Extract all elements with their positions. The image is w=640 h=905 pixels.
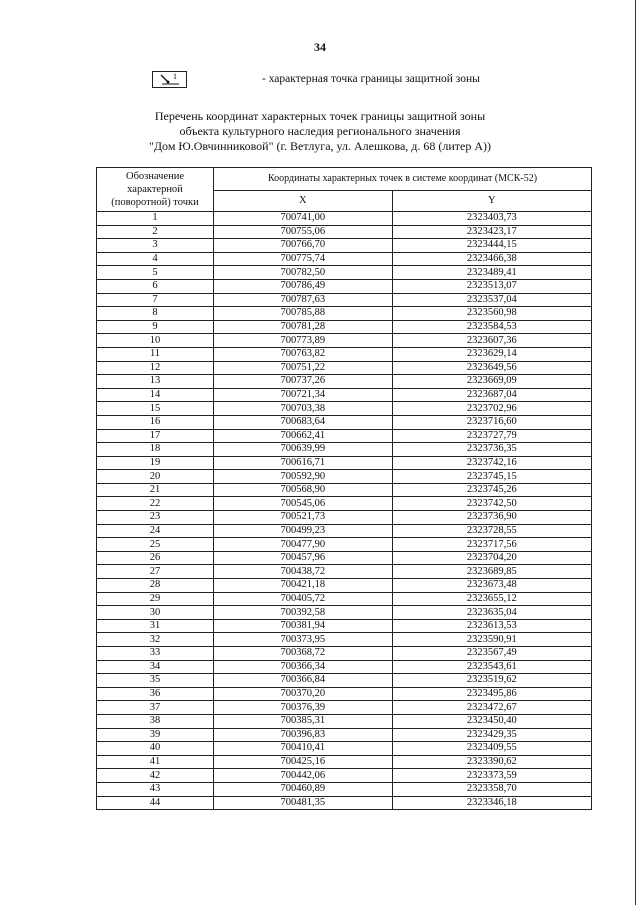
page-number: 34 (314, 40, 326, 54)
point-number-cell: 11 (97, 347, 214, 361)
table-row (97, 592, 592, 606)
y-coordinate-cell: 2323429,35 (392, 728, 591, 742)
table-row (97, 524, 592, 538)
point-number-cell: 21 (97, 483, 214, 497)
point-number-cell: 13 (97, 375, 214, 389)
y-coordinate-cell: 2323543,61 (392, 660, 591, 674)
x-coordinate-cell: 700721,34 (214, 388, 393, 402)
y-coordinate-cell: 2323736,90 (392, 511, 591, 525)
y-coordinate-cell: 2323466,38 (392, 252, 591, 266)
header-designation: Обозначение характерной (поворотной) точки (97, 168, 214, 212)
x-coordinate-cell: 700521,73 (214, 511, 393, 525)
table-row (97, 225, 592, 239)
point-number-cell: 44 (97, 796, 214, 810)
table-row (97, 279, 592, 293)
table-row (97, 470, 592, 484)
point-number-cell: 30 (97, 606, 214, 620)
point-number-cell: 4 (97, 252, 214, 266)
y-coordinate-cell: 2323472,67 (392, 701, 591, 715)
x-coordinate-cell: 700499,23 (214, 524, 393, 538)
y-coordinate-cell: 2323649,56 (392, 361, 591, 375)
x-coordinate-cell: 700421,18 (214, 579, 393, 593)
x-coordinate-cell: 700775,74 (214, 252, 393, 266)
point-number-cell: 23 (97, 511, 214, 525)
y-coordinate-cell: 2323673,48 (392, 579, 591, 593)
table-row (97, 402, 592, 416)
point-number-cell: 22 (97, 497, 214, 511)
point-number-cell: 32 (97, 633, 214, 647)
table-row (97, 633, 592, 647)
x-coordinate-cell: 700366,84 (214, 674, 393, 688)
x-coordinate-cell: 700381,94 (214, 619, 393, 633)
table-row (97, 565, 592, 579)
point-number-cell: 12 (97, 361, 214, 375)
x-coordinate-cell: 700751,22 (214, 361, 393, 375)
x-coordinate-cell: 700392,58 (214, 606, 393, 620)
table-row (97, 647, 592, 661)
x-coordinate-cell: 700592,90 (214, 470, 393, 484)
x-coordinate-cell: 700376,39 (214, 701, 393, 715)
coordinates-rows (97, 212, 592, 810)
x-coordinate-cell: 700460,89 (214, 782, 393, 796)
table-row (97, 606, 592, 620)
x-coordinate-cell: 700737,26 (214, 375, 393, 389)
x-coordinate-cell: 700755,06 (214, 225, 393, 239)
y-coordinate-cell: 2323590,91 (392, 633, 591, 647)
point-number-cell: 5 (97, 266, 214, 280)
table-row (97, 266, 592, 280)
y-coordinate-cell: 2323689,85 (392, 565, 591, 579)
x-coordinate-cell: 700785,88 (214, 307, 393, 321)
y-coordinate-cell: 2323358,70 (392, 782, 591, 796)
page-edge-line (635, 0, 636, 905)
header-coordinates-group: Координаты характерных точек в системе координат (МСК-52) (214, 168, 592, 191)
y-coordinate-cell: 2323728,55 (392, 524, 591, 538)
y-coordinate-cell: 2323704,20 (392, 551, 591, 565)
y-coordinate-cell: 2323560,98 (392, 307, 591, 321)
y-coordinate-cell: 2323390,62 (392, 755, 591, 769)
y-coordinate-cell: 2323537,04 (392, 293, 591, 307)
x-coordinate-cell: 700568,90 (214, 483, 393, 497)
y-coordinate-cell: 2323403,73 (392, 212, 591, 226)
table-row (97, 674, 592, 688)
point-number-cell: 36 (97, 687, 214, 701)
table-row (97, 361, 592, 375)
x-coordinate-cell: 700410,41 (214, 742, 393, 756)
y-coordinate-cell: 2323716,60 (392, 415, 591, 429)
table-row (97, 497, 592, 511)
x-coordinate-cell: 700639,99 (214, 443, 393, 457)
x-coordinate-cell: 700405,72 (214, 592, 393, 606)
table-row (97, 742, 592, 756)
y-coordinate-cell: 2323409,55 (392, 742, 591, 756)
point-marker-icon (158, 74, 182, 85)
point-number-cell: 43 (97, 782, 214, 796)
y-coordinate-cell: 2323687,04 (392, 388, 591, 402)
x-coordinate-cell: 700438,72 (214, 565, 393, 579)
point-number-cell: 16 (97, 415, 214, 429)
heading-line-1: Перечень координат характерных точек границы защитной зоны (154, 109, 486, 123)
x-coordinate-cell: 700477,90 (214, 538, 393, 552)
x-coordinate-cell: 700616,71 (214, 456, 393, 470)
table-row (97, 551, 592, 565)
x-coordinate-cell: 700425,16 (214, 755, 393, 769)
y-coordinate-cell: 2323702,96 (392, 402, 591, 416)
y-coordinate-cell: 2323717,56 (392, 538, 591, 552)
x-coordinate-cell: 700766,70 (214, 239, 393, 253)
x-coordinate-cell: 700385,31 (214, 714, 393, 728)
heading-line-3: "Дом Ю.Овчинниковой" (г. Ветлуга, ул. Алешкова, д. 68 (литер А)) (148, 139, 492, 153)
coordinates-table (96, 167, 592, 810)
table-row (97, 443, 592, 457)
table-row (97, 619, 592, 633)
table-row (97, 660, 592, 674)
table-row (97, 415, 592, 429)
y-coordinate-cell: 2323489,41 (392, 266, 591, 280)
point-number-cell: 19 (97, 456, 214, 470)
table-row (97, 755, 592, 769)
x-coordinate-cell: 700442,06 (214, 769, 393, 783)
point-number-cell: 27 (97, 565, 214, 579)
y-coordinate-cell: 2323423,17 (392, 225, 591, 239)
table-row (97, 687, 592, 701)
x-coordinate-cell: 700368,72 (214, 647, 393, 661)
point-number-cell: 17 (97, 429, 214, 443)
header-x: X (214, 190, 393, 212)
table-row (97, 456, 592, 470)
legend-text: - характерная точка границы защитной зоны (262, 73, 480, 85)
point-number-cell: 35 (97, 674, 214, 688)
table-row (97, 334, 592, 348)
y-coordinate-cell: 2323736,35 (392, 443, 591, 457)
point-number-cell: 6 (97, 279, 214, 293)
table-row (97, 429, 592, 443)
table-row (97, 239, 592, 253)
x-coordinate-cell: 700662,41 (214, 429, 393, 443)
point-number-cell: 42 (97, 769, 214, 783)
point-number-cell: 26 (97, 551, 214, 565)
point-number-cell: 29 (97, 592, 214, 606)
point-number-cell: 20 (97, 470, 214, 484)
y-coordinate-cell: 2323629,14 (392, 347, 591, 361)
y-coordinate-cell: 2323727,79 (392, 429, 591, 443)
point-number-cell: 38 (97, 714, 214, 728)
table-row (97, 714, 592, 728)
point-number-cell: 41 (97, 755, 214, 769)
table-row (97, 388, 592, 402)
table-row (97, 538, 592, 552)
point-number-cell: 25 (97, 538, 214, 552)
table-row (97, 347, 592, 361)
x-coordinate-cell: 700683,64 (214, 415, 393, 429)
table-row (97, 212, 592, 226)
table-row (97, 252, 592, 266)
heading-line-2: объекта культурного наследия регионального значения (179, 124, 461, 138)
point-number-cell: 40 (97, 742, 214, 756)
point-number-cell: 39 (97, 728, 214, 742)
y-coordinate-cell: 2323450,40 (392, 714, 591, 728)
y-coordinate-cell: 2323607,36 (392, 334, 591, 348)
x-coordinate-cell: 700481,35 (214, 796, 393, 810)
y-coordinate-cell: 2323669,09 (392, 375, 591, 389)
x-coordinate-cell: 700763,82 (214, 347, 393, 361)
y-coordinate-cell: 2323373,59 (392, 769, 591, 783)
y-coordinate-cell: 2323444,15 (392, 239, 591, 253)
x-coordinate-cell: 700370,20 (214, 687, 393, 701)
y-coordinate-cell: 2323745,15 (392, 470, 591, 484)
table-row (97, 782, 592, 796)
x-coordinate-cell: 700786,49 (214, 279, 393, 293)
y-coordinate-cell: 2323513,07 (392, 279, 591, 293)
x-coordinate-cell: 700457,96 (214, 551, 393, 565)
y-coordinate-cell: 2323584,53 (392, 320, 591, 334)
y-coordinate-cell: 2323742,16 (392, 456, 591, 470)
y-coordinate-cell: 2323613,53 (392, 619, 591, 633)
x-coordinate-cell: 700782,50 (214, 266, 393, 280)
point-number-cell: 14 (97, 388, 214, 402)
table-row (97, 769, 592, 783)
table-row (97, 511, 592, 525)
y-coordinate-cell: 2323635,04 (392, 606, 591, 620)
x-coordinate-cell: 700396,83 (214, 728, 393, 742)
x-coordinate-cell: 700366,34 (214, 660, 393, 674)
point-number-cell: 10 (97, 334, 214, 348)
point-number-cell: 28 (97, 579, 214, 593)
point-number-cell: 15 (97, 402, 214, 416)
y-coordinate-cell: 2323742,50 (392, 497, 591, 511)
y-coordinate-cell: 2323495,86 (392, 687, 591, 701)
y-coordinate-cell: 2323567,49 (392, 647, 591, 661)
point-number-cell: 1 (97, 212, 214, 226)
point-number-cell: 7 (97, 293, 214, 307)
document-heading (0, 109, 640, 154)
point-number-cell: 37 (97, 701, 214, 715)
x-coordinate-cell: 700703,38 (214, 402, 393, 416)
x-coordinate-cell: 700781,28 (214, 320, 393, 334)
point-number-cell: 33 (97, 647, 214, 661)
x-coordinate-cell: 700741,00 (214, 212, 393, 226)
table-row (97, 307, 592, 321)
x-coordinate-cell: 700787,63 (214, 293, 393, 307)
point-number-cell: 8 (97, 307, 214, 321)
y-coordinate-cell: 2323745,26 (392, 483, 591, 497)
table-row (97, 728, 592, 742)
point-number-cell: 3 (97, 239, 214, 253)
table-row (97, 375, 592, 389)
point-number-cell: 34 (97, 660, 214, 674)
x-coordinate-cell: 700773,89 (214, 334, 393, 348)
legend-symbol-label: 1 (173, 72, 177, 81)
legend (152, 71, 480, 88)
y-coordinate-cell: 2323346,18 (392, 796, 591, 810)
table-row (97, 579, 592, 593)
point-number-cell: 24 (97, 524, 214, 538)
header-y: Y (392, 190, 591, 212)
x-coordinate-cell: 700545,06 (214, 497, 393, 511)
table-row (97, 483, 592, 497)
point-number-cell: 9 (97, 320, 214, 334)
x-coordinate-cell: 700373,95 (214, 633, 393, 647)
legend-point-symbol (152, 71, 187, 88)
y-coordinate-cell: 2323519,62 (392, 674, 591, 688)
y-coordinate-cell: 2323655,12 (392, 592, 591, 606)
point-number-cell: 18 (97, 443, 214, 457)
point-number-cell: 31 (97, 619, 214, 633)
table-row (97, 320, 592, 334)
table-row (97, 796, 592, 810)
point-number-cell: 2 (97, 225, 214, 239)
table-row (97, 701, 592, 715)
table-row (97, 293, 592, 307)
